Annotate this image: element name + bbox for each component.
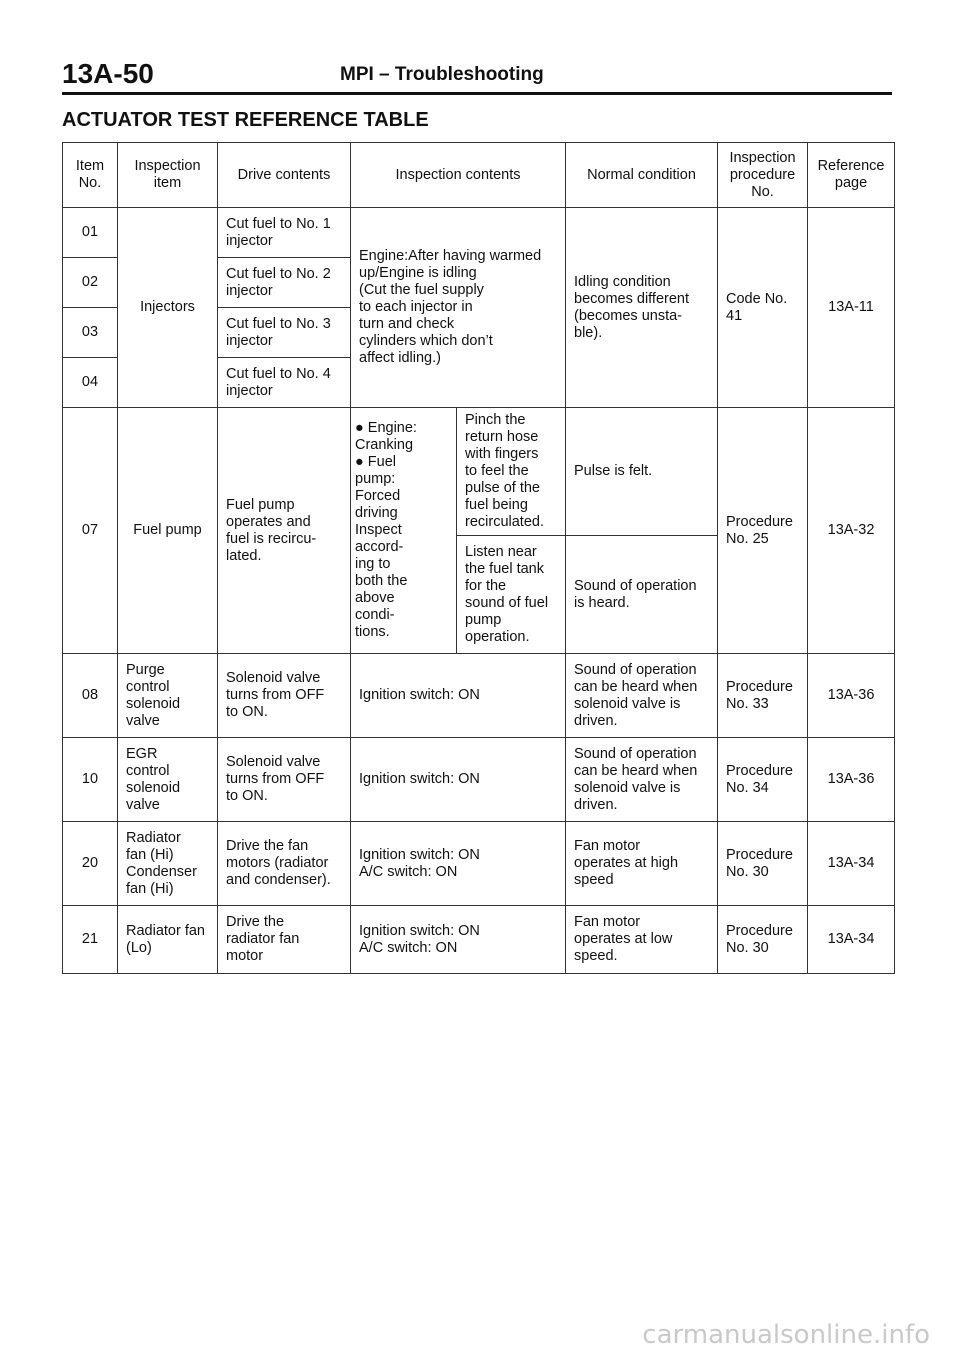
item-no: 21	[63, 906, 118, 974]
actuator-test-table	[62, 142, 895, 974]
table-row	[63, 738, 895, 822]
normal-condition: Idling condition becomes different (becomes unsta- ble).	[566, 208, 718, 408]
inspection-contents: Ignition switch: ON	[351, 654, 566, 738]
inspection-item: Injectors	[118, 208, 218, 408]
procedure-no: Procedure No. 33	[718, 654, 808, 738]
watermark: carmanualsonline.info	[642, 1320, 930, 1350]
reference-page: 13A-11	[808, 208, 895, 408]
normal-condition: Sound of operation can be heard when solenoid valve is driven.	[566, 654, 718, 738]
reference-page: 13A-36	[808, 738, 895, 822]
reference-page: 13A-34	[808, 906, 895, 974]
table-row	[63, 654, 895, 738]
col-inspection-item: Inspection item	[118, 143, 218, 208]
normal-condition: Fan motor operates at low speed.	[566, 906, 718, 974]
procedure-no: Code No. 41	[718, 208, 808, 408]
drive-contents: Solenoid valve turns from OFF to ON.	[218, 738, 351, 822]
col-reference-page: Reference page	[808, 143, 895, 208]
drive-contents: Cut fuel to No. 2 injector	[218, 258, 351, 308]
table-row	[63, 822, 895, 906]
inspection-item: Purge control solenoid valve	[118, 654, 218, 738]
table-row	[63, 408, 895, 536]
procedure-no: Procedure No. 34	[718, 738, 808, 822]
inspection-contents: Engine:After having warmed up/Engine is idling (Cut the fuel supply to each injector in turn and check cylinders which don’t affect idling.)	[351, 208, 566, 408]
inspection-item: Radiator fan (Lo)	[118, 906, 218, 974]
inspection-item: Radiator fan (Hi) Condenser fan (Hi)	[118, 822, 218, 906]
normal-condition: Fan motor operates at high speed	[566, 822, 718, 906]
drive-contents: Drive the fan motors (radiator and condenser).	[218, 822, 351, 906]
col-item-no: Item No.	[63, 143, 118, 208]
item-no: 03	[63, 308, 118, 358]
item-no: 20	[63, 822, 118, 906]
procedure-no: Procedure No. 30	[718, 822, 808, 906]
header-rule	[62, 92, 892, 95]
table-row	[63, 906, 895, 974]
drive-contents: Cut fuel to No. 3 injector	[218, 308, 351, 358]
section-title: MPI – Troubleshooting	[340, 64, 544, 85]
drive-contents: Cut fuel to No. 4 injector	[218, 358, 351, 408]
col-drive-contents: Drive contents	[218, 143, 351, 208]
header-row	[63, 143, 895, 208]
item-no: 08	[63, 654, 118, 738]
col-inspection-contents: Inspection contents	[351, 143, 566, 208]
inspection-contents: Ignition switch: ON A/C switch: ON	[351, 906, 566, 974]
item-no: 07	[63, 408, 118, 654]
inspection-method-pulse: Pinch the return hose with fingers to feel the pulse of the fuel being recirculated.	[457, 408, 566, 536]
drive-contents: Fuel pump operates and fuel is recircu- lated.	[218, 408, 351, 654]
table-row	[63, 208, 895, 258]
reference-page: 13A-34	[808, 822, 895, 906]
normal-condition: Pulse is felt.	[566, 408, 718, 536]
inspection-item: Fuel pump	[118, 408, 218, 654]
inspection-conditions: ● Engine: Cranking ● Fuel pump: Forced driving Inspect accord- ing to both the above condi- tions.	[351, 408, 457, 654]
page-number: 13A-50	[62, 58, 154, 89]
col-normal-condition: Normal condition	[566, 143, 718, 208]
inspection-contents: Ignition switch: ON	[351, 738, 566, 822]
procedure-no: Procedure No. 25	[718, 408, 808, 654]
table-title: ACTUATOR TEST REFERENCE TABLE	[62, 109, 429, 131]
drive-contents: Drive the radiator fan motor	[218, 906, 351, 974]
normal-condition: Sound of operation can be heard when solenoid valve is driven.	[566, 738, 718, 822]
col-procedure-no: Inspection procedure No.	[718, 143, 808, 208]
drive-contents: Cut fuel to No. 1 injector	[218, 208, 351, 258]
procedure-no: Procedure No. 30	[718, 906, 808, 974]
inspection-contents: Ignition switch: ON A/C switch: ON	[351, 822, 566, 906]
reference-page: 13A-32	[808, 408, 895, 654]
item-no: 04	[63, 358, 118, 408]
inspection-method-sound: Listen near the fuel tank for the sound of fuel pump operation.	[457, 536, 566, 654]
inspection-item: EGR control solenoid valve	[118, 738, 218, 822]
item-no: 02	[63, 258, 118, 308]
normal-condition: Sound of operation is heard.	[566, 536, 718, 654]
drive-contents: Solenoid valve turns from OFF to ON.	[218, 654, 351, 738]
reference-page: 13A-36	[808, 654, 895, 738]
item-no: 10	[63, 738, 118, 822]
item-no: 01	[63, 208, 118, 258]
